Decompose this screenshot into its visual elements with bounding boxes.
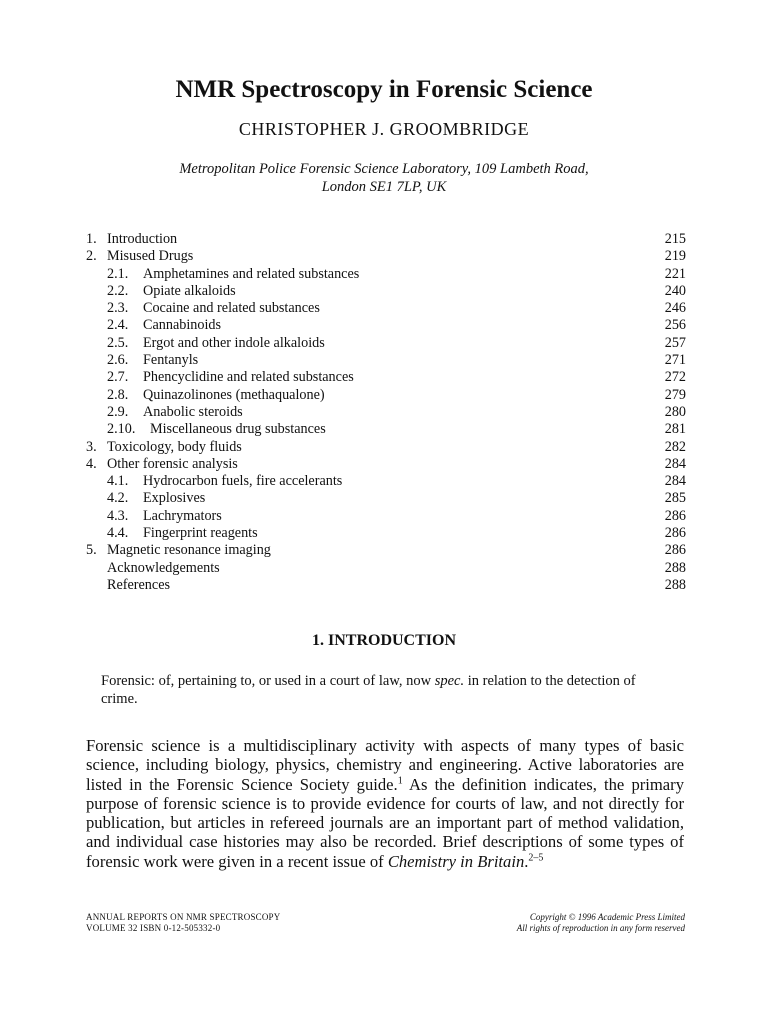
toc-page-number: 286	[664, 507, 686, 524]
toc-page-number: 215	[664, 231, 686, 247]
body-text: As the definition indicates, the primary purpose of forensic science is to provide evidence for courts of law, and not directly for publication, but articles in refereed journals are an important part of method validation, and individual case histories may also be recorded. Brief descriptions of some types of forensic work were given in a recent issue of	[86, 774, 684, 871]
toc-entry[interactable]	[86, 421, 686, 438]
toc-label: Magnetic resonance imaging	[107, 542, 271, 559]
quote-text: in relation to the detection of crime.	[101, 673, 636, 707]
toc-label: Introduction	[107, 231, 178, 247]
toc-number: 4.3.	[107, 507, 129, 524]
toc-entry[interactable]	[86, 231, 686, 248]
toc-number: 2.7.	[107, 369, 129, 386]
toc-entry[interactable]	[86, 387, 686, 404]
toc-entry[interactable]	[86, 439, 686, 456]
toc-entry[interactable]	[86, 317, 686, 334]
definition-quote	[101, 672, 671, 708]
toc-number: 5.	[86, 542, 97, 559]
toc-page-number: 285	[664, 490, 686, 507]
toc-entry[interactable]	[86, 300, 686, 317]
toc-label: Phencyclidine and related substances	[143, 369, 354, 386]
toc-number: 3.	[86, 438, 97, 455]
toc-label: Other forensic analysis	[107, 455, 238, 472]
toc-number: 2.3.	[107, 300, 129, 317]
toc-page-number: 288	[664, 576, 686, 593]
footer-journal-info	[86, 912, 280, 934]
toc-page-number: 284	[664, 473, 686, 490]
toc-label: Quinazolinones (methaqualone)	[143, 386, 325, 403]
body-text: .	[524, 851, 529, 871]
toc-entry[interactable]	[86, 404, 686, 421]
toc-number: 2.9.	[107, 403, 129, 420]
toc-entry[interactable]	[86, 542, 686, 559]
toc-page-number: 246	[664, 300, 686, 317]
toc-page-number: 286	[664, 542, 686, 559]
toc-entry[interactable]	[86, 352, 686, 369]
toc-page-number: 281	[664, 421, 686, 438]
toc-page-number: 284	[664, 455, 686, 472]
toc-entry[interactable]	[86, 525, 686, 542]
footer-line: Copyright © 1996 Academic Press Limited	[529, 912, 685, 922]
toc-entry[interactable]	[86, 266, 686, 283]
toc-entry[interactable]	[86, 490, 686, 507]
table-of-contents	[86, 231, 686, 594]
body-paragraph	[86, 736, 684, 871]
toc-number: 2.	[86, 248, 97, 265]
citation-ref[interactable]: 1	[397, 775, 403, 787]
toc-number: 2.5.	[107, 334, 129, 351]
toc-label: Misused Drugs	[107, 248, 194, 265]
toc-entry[interactable]	[86, 248, 686, 265]
toc-entry[interactable]	[86, 369, 686, 386]
toc-label: Hydrocarbon fuels, fire accelerants	[143, 473, 343, 490]
toc-number: 4.2.	[107, 490, 129, 507]
toc-label: Lachrymators	[143, 507, 222, 524]
toc-label: Cannabinoids	[143, 317, 222, 334]
journal-name: Chemistry in Britain	[387, 851, 525, 871]
quote-emphasis: spec.	[434, 673, 465, 689]
toc-entry[interactable]	[86, 473, 686, 490]
toc-page-number: 240	[664, 282, 686, 299]
quote-text: Forensic: of, pertaining to, or used in a court of law, now	[101, 673, 435, 689]
toc-page-number: 271	[664, 352, 686, 369]
toc-label: Fingerprint reagents	[143, 525, 258, 542]
toc-page-number: 256	[664, 317, 686, 334]
toc-page-number: 282	[664, 438, 686, 455]
toc-entry[interactable]	[86, 508, 686, 525]
toc-number: 2.6.	[107, 352, 129, 369]
toc-number: 2.2.	[107, 282, 129, 299]
toc-number: 2.8.	[107, 386, 129, 403]
affiliation-line: Metropolitan Police Forensic Science Laboratory, 109 Lambeth Road,	[179, 161, 589, 177]
section-heading: 1. INTRODUCTION	[311, 632, 456, 649]
author-name: CHRISTOPHER J. GROOMBRIDGE	[238, 119, 530, 139]
toc-label: Ergot and other indole alkaloids	[143, 334, 325, 351]
toc-label: Opiate alkaloids	[143, 282, 236, 299]
toc-label: References	[107, 576, 171, 593]
footer-copyright	[400, 912, 685, 934]
footer-line: All rights of reproduction in any form reserved	[516, 923, 685, 933]
toc-page-number: 286	[664, 525, 686, 542]
toc-page-number: 219	[664, 248, 686, 265]
affiliation	[0, 160, 768, 196]
toc-number: 2.1.	[107, 265, 129, 282]
toc-entry[interactable]	[86, 577, 686, 594]
toc-page-number: 272	[664, 369, 686, 386]
toc-page-number: 279	[664, 386, 686, 403]
footer-line: ANNUAL REPORTS ON NMR SPECTROSCOPY	[86, 912, 281, 922]
toc-label: Toxicology, body fluids	[107, 438, 242, 455]
toc-number: 2.4.	[107, 317, 129, 334]
toc-number: 1.	[86, 231, 97, 247]
toc-number: 4.4.	[107, 525, 129, 542]
toc-label: Acknowledgements	[107, 559, 220, 576]
toc-label: Cocaine and related substances	[143, 300, 320, 317]
toc-label: Explosives	[143, 490, 206, 507]
body-text: Forensic science is a multidisciplinary activity with aspects of many types of basic science, including biology, physics, chemistry and engineering. Active laboratories are listed in the Forensic Science Society guide.	[86, 736, 684, 794]
toc-entry[interactable]	[86, 335, 686, 352]
toc-number: 4.	[86, 455, 97, 472]
toc-label: Amphetamines and related substances	[143, 265, 360, 282]
toc-label: Anabolic steroids	[143, 403, 243, 420]
toc-label: Fentanyls	[143, 352, 199, 369]
toc-entry[interactable]	[86, 560, 686, 577]
footer-line: VOLUME 32 ISBN 0-12-505332-0	[86, 923, 221, 933]
toc-page-number: 288	[664, 559, 686, 576]
citation-ref[interactable]: 2–5	[528, 852, 544, 864]
toc-label: Miscellaneous drug substances	[150, 421, 326, 438]
toc-page-number: 257	[664, 334, 686, 351]
paper-title: NMR Spectroscopy in Forensic Science	[175, 76, 593, 103]
toc-number: 2.10.	[107, 421, 136, 438]
toc-page-number: 280	[664, 403, 686, 420]
toc-entry[interactable]	[86, 283, 686, 300]
toc-entry[interactable]	[86, 456, 686, 473]
toc-page-number: 221	[664, 265, 686, 282]
toc-number: 4.1.	[107, 473, 129, 490]
affiliation-line: London SE1 7LP, UK	[321, 179, 447, 195]
